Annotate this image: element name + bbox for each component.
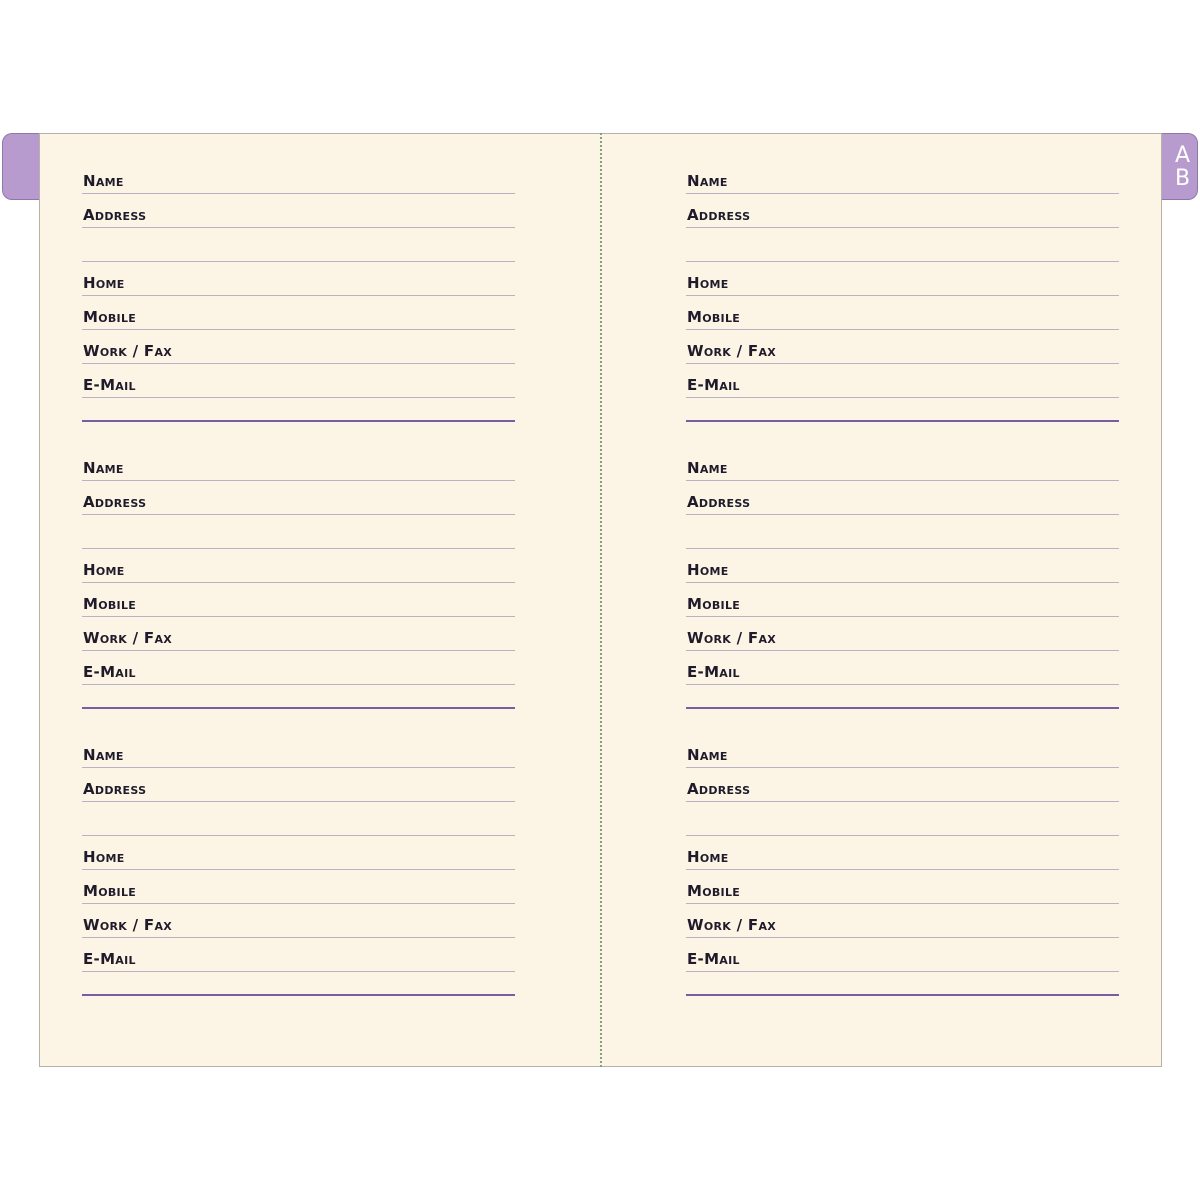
entry-separator: [82, 994, 515, 996]
address-line[interactable]: [82, 768, 515, 802]
mobile-label: Mobile: [687, 308, 741, 326]
name-label: Name: [687, 459, 728, 477]
home-label: Home: [687, 561, 729, 579]
email-line[interactable]: [686, 938, 1119, 972]
work-fax-line[interactable]: [82, 617, 515, 651]
work-fax-label: Work / Fax: [687, 629, 777, 647]
email-line[interactable]: [686, 364, 1119, 398]
home-label: Home: [83, 561, 125, 579]
address-line-2[interactable]: [82, 228, 515, 262]
name-line[interactable]: [82, 160, 515, 194]
mobile-line[interactable]: [82, 583, 515, 617]
work-fax-label: Work / Fax: [83, 342, 173, 360]
contact-entry: [82, 734, 515, 996]
tab-letter-a: A: [1174, 142, 1191, 168]
mobile-line[interactable]: [686, 583, 1119, 617]
name-line[interactable]: [686, 447, 1119, 481]
home-label: Home: [687, 848, 729, 866]
entry-separator: [82, 707, 515, 709]
mobile-line[interactable]: [686, 870, 1119, 904]
entry-separator: [686, 994, 1119, 996]
work-fax-label: Work / Fax: [83, 916, 173, 934]
mobile-label: Mobile: [83, 595, 137, 613]
address-label: Address: [687, 206, 751, 224]
work-fax-line[interactable]: [686, 330, 1119, 364]
name-label: Name: [687, 172, 728, 190]
address-line-2[interactable]: [686, 228, 1119, 262]
address-line[interactable]: [82, 194, 515, 228]
email-line[interactable]: [686, 651, 1119, 685]
work-fax-line[interactable]: [686, 904, 1119, 938]
work-fax-label: Work / Fax: [687, 342, 777, 360]
email-label: E-Mail: [83, 950, 136, 968]
name-label: Name: [83, 459, 124, 477]
email-line[interactable]: [82, 938, 515, 972]
email-label: E-Mail: [687, 950, 740, 968]
home-line[interactable]: [686, 262, 1119, 296]
mobile-line[interactable]: [686, 296, 1119, 330]
home-line[interactable]: [82, 549, 515, 583]
work-fax-line[interactable]: [686, 617, 1119, 651]
work-fax-label: Work / Fax: [83, 629, 173, 647]
mobile-line[interactable]: [82, 296, 515, 330]
address-line[interactable]: [686, 768, 1119, 802]
address-line-2[interactable]: [82, 802, 515, 836]
home-line[interactable]: [686, 549, 1119, 583]
address-line-2[interactable]: [686, 515, 1119, 549]
name-label: Name: [687, 746, 728, 764]
entry-separator: [686, 707, 1119, 709]
right-index-tab[interactable]: [1158, 133, 1198, 200]
address-label: Address: [83, 780, 147, 798]
home-line[interactable]: [82, 836, 515, 870]
home-line[interactable]: [686, 836, 1119, 870]
home-line[interactable]: [82, 262, 515, 296]
email-label: E-Mail: [687, 663, 740, 681]
email-line[interactable]: [82, 651, 515, 685]
address-label: Address: [83, 206, 147, 224]
entry-separator: [82, 420, 515, 422]
address-line[interactable]: [686, 481, 1119, 515]
address-label: Address: [687, 493, 751, 511]
email-label: E-Mail: [83, 663, 136, 681]
name-line[interactable]: [686, 160, 1119, 194]
contact-entry: [686, 447, 1119, 709]
home-label: Home: [83, 848, 125, 866]
work-fax-label: Work / Fax: [687, 916, 777, 934]
mobile-label: Mobile: [83, 308, 137, 326]
work-fax-line[interactable]: [82, 330, 515, 364]
address-line-2[interactable]: [686, 802, 1119, 836]
name-line[interactable]: [82, 734, 515, 768]
email-label: E-Mail: [83, 376, 136, 394]
left-index-tab[interactable]: [2, 133, 42, 200]
mobile-label: Mobile: [687, 595, 741, 613]
contact-entry: [82, 160, 515, 422]
name-label: Name: [83, 172, 124, 190]
address-line[interactable]: [686, 194, 1119, 228]
name-line[interactable]: [82, 447, 515, 481]
contact-entry: [686, 160, 1119, 422]
address-line-2[interactable]: [82, 515, 515, 549]
name-label: Name: [83, 746, 124, 764]
name-line[interactable]: [686, 734, 1119, 768]
mobile-line[interactable]: [82, 870, 515, 904]
address-label: Address: [687, 780, 751, 798]
address-line[interactable]: [82, 481, 515, 515]
email-line[interactable]: [82, 364, 515, 398]
tab-letter-b: B: [1174, 165, 1191, 191]
mobile-label: Mobile: [83, 882, 137, 900]
email-label: E-Mail: [687, 376, 740, 394]
home-label: Home: [687, 274, 729, 292]
work-fax-line[interactable]: [82, 904, 515, 938]
entry-separator: [686, 420, 1119, 422]
address-label: Address: [83, 493, 147, 511]
page-spine: [600, 133, 602, 1067]
home-label: Home: [83, 274, 125, 292]
contact-entry: [686, 734, 1119, 996]
contact-entry: [82, 447, 515, 709]
mobile-label: Mobile: [687, 882, 741, 900]
